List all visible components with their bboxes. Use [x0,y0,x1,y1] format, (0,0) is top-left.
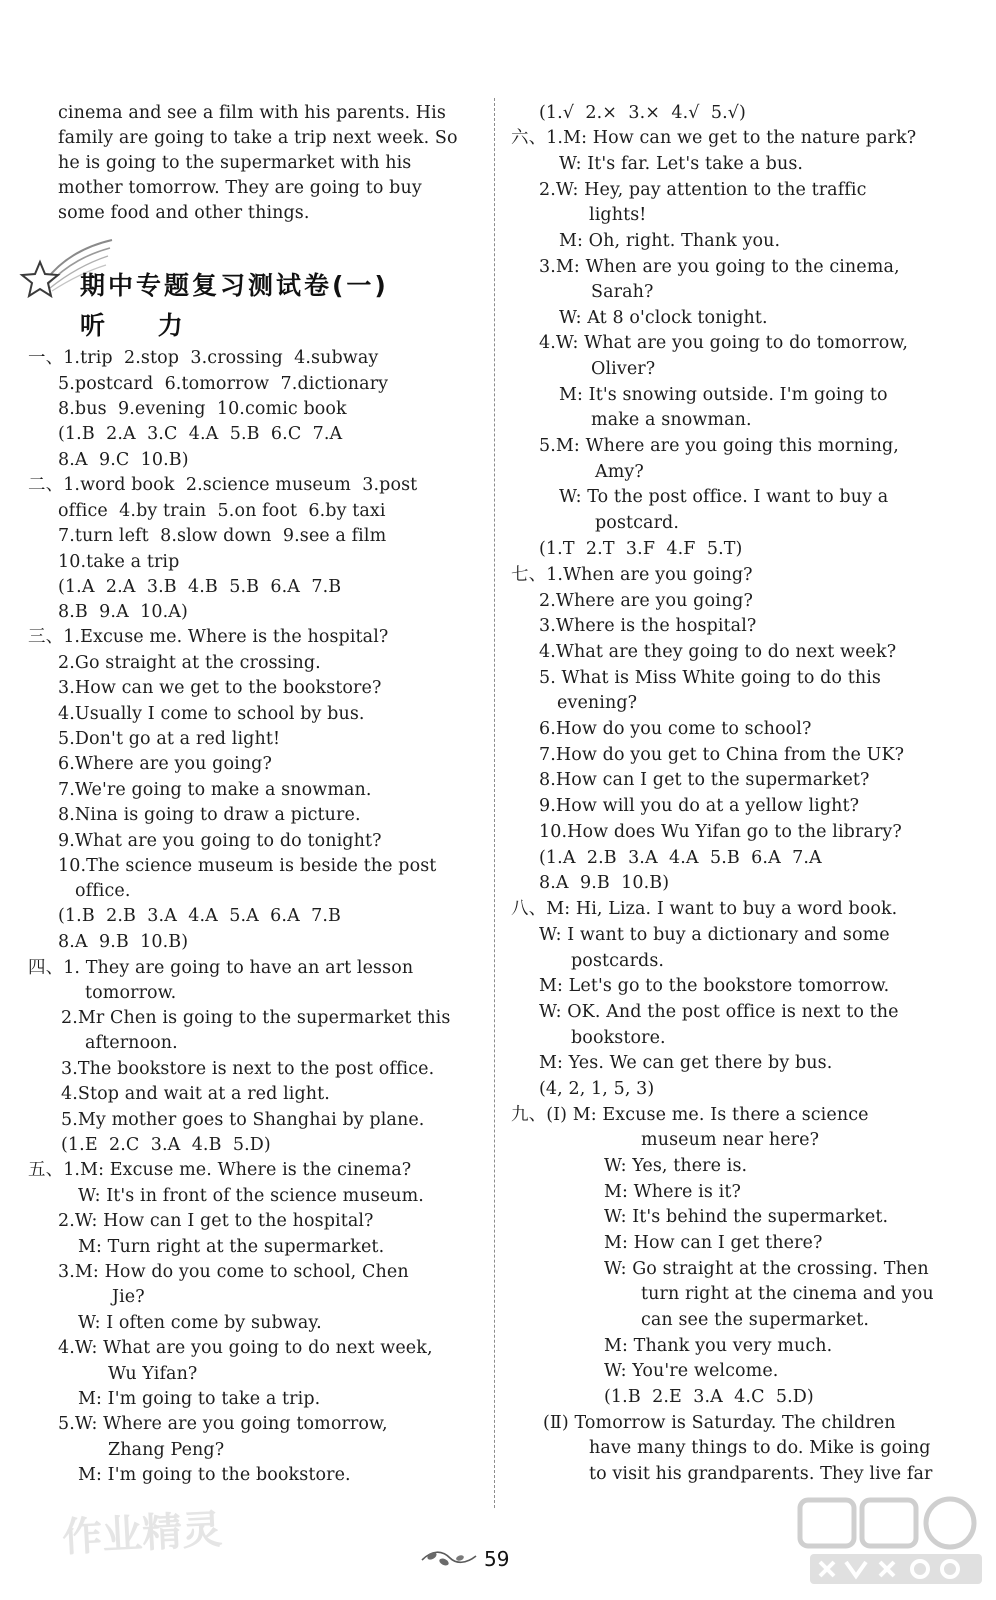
text-line: M: I'm going to the bookstore. [78,1465,351,1485]
text-line: have many things to do. Mike is going [589,1438,931,1458]
text-line: W: It's in front of the science museum. [78,1186,424,1206]
text-line: W: Go straight at the crossing. Then [604,1259,929,1279]
text-line: 6.How do you come to school? [539,719,812,739]
text-line: Oliver? [591,359,656,379]
text-line: postcard. [595,513,680,533]
text-line: 七、1.When are you going? [511,565,753,585]
text-line: W: At 8 o'clock tonight. [559,308,768,328]
text-line: to visit his grandparents. They live far [589,1464,933,1484]
page-number: 59 [484,1547,510,1571]
text-line: office 4.by train 5.on foot 6.by taxi [58,501,386,521]
text-line: 8.Nina is going to draw a picture. [58,805,361,825]
text-line: 2.W: Hey, pay attention to the traffic [539,180,867,200]
site-logo-stamp [790,1492,990,1592]
watermark-text: 作业精灵 [61,1506,224,1562]
text-line: W: I want to buy a dictionary and some [539,925,890,945]
text-line: (1.A 2.B 3.A 4.A 5.B 6.A 7.A [539,848,822,868]
text-line: 5. What is Miss White going to do this [539,668,882,688]
text-line: 6.Where are you going? [58,754,272,774]
text-line: M: Thank you very much. [604,1336,833,1356]
text-line: M: It's snowing outside. I'm going to [559,385,888,405]
text-line: 5.Don't go at a red light! [58,729,281,749]
text-line: W: Yes, there is. [604,1156,748,1176]
text-line: W: It's far. Let's take a bus. [559,154,804,174]
text-line: 2.W: How can I get to the hospital? [58,1211,374,1231]
text-line: 8.A 9.B 10.B) [58,932,189,952]
text-line: 2.Where are you going? [539,591,753,611]
text-line: 7.turn left 8.slow down 9.see a film [58,526,387,546]
text-line: 10.take a trip [58,552,180,572]
text-line: 八、M: Hi, Liza. I want to buy a word book. [511,899,898,919]
text-line: Jie? [112,1287,145,1307]
text-line: (1.E 2.C 3.A 4.B 5.D) [61,1135,271,1155]
text-line: 8.How can I get to the supermarket? [539,770,870,790]
text-line: some food and other things. [58,203,310,223]
text-line: office. [75,881,131,901]
text-line: he is going to the supermarket with his [58,153,412,173]
text-line: museum near here? [641,1130,820,1150]
text-line: postcards. [571,951,665,971]
text-line: bookstore. [571,1028,666,1048]
text-line: M: I'm going to take a trip. [78,1389,321,1409]
text-line: (1.√ 2.× 3.× 4.√ 5.√) [539,103,746,123]
text-line: can see the supermarket. [641,1310,870,1330]
text-line: Sarah? [591,282,654,302]
text-line: W: OK. And the post office is next to the [539,1002,899,1022]
text-line: M: Oh, right. Thank you. [559,231,781,251]
text-line: M: Where is it? [604,1182,741,1202]
text-line: W: To the post office. I want to buy a [559,487,889,507]
text-line: (Ⅱ) Tomorrow is Saturday. The children [543,1413,896,1433]
column-divider [494,98,496,1508]
text-line: 8.A 9.C 10.B) [58,450,189,470]
text-line: 8.A 9.B 10.B) [539,873,670,893]
text-line: 4.Stop and wait at a red light. [61,1084,330,1104]
text-line: M: How can I get there? [604,1233,823,1253]
text-line: 8.B 9.A 10.A) [58,602,188,622]
text-line: 5.M: Where are you going this morning, [539,436,899,456]
text-line: 9.What are you going to do tonight? [58,831,382,851]
text-line: evening? [557,693,638,713]
text-line: (1.B 2.E 3.A 4.C 5.D) [604,1387,814,1407]
text-line: 五、1.M: Excuse me. Where is the cinema? [28,1160,412,1180]
leaf-ornament-icon [420,1548,478,1568]
text-line: 4.What are they going to do next week? [539,642,897,662]
text-line: tomorrow. [85,983,177,1003]
text-line: family are going to take a trip next week. So [58,128,458,148]
text-line: 2.Go straight at the crossing. [58,653,321,673]
text-line: 3.How can we get to the bookstore? [58,678,382,698]
text-line: 3.The bookstore is next to the post office. [61,1059,435,1079]
text-line: 三、1.Excuse me. Where is the hospital? [28,627,389,647]
subsection-title: 听 力 [80,311,205,340]
text-line: make a snowman. [591,410,752,430]
text-line: 9.How will you do at a yellow light? [539,796,860,816]
text-line: (4, 2, 1, 5, 3) [539,1079,655,1099]
text-line: W: It's behind the supermarket. [604,1207,889,1227]
text-line: 六、1.M: How can we get to the nature park? [511,128,917,148]
text-line: 二、1.word book 2.science museum 3.post [28,475,418,495]
text-line: cinema and see a film with his parents. His [58,103,446,123]
text-line: 4.W: What are you going to do next week, [58,1338,433,1358]
text-line: 8.bus 9.evening 10.comic book [58,399,347,419]
text-line: lights! [589,205,647,225]
text-line: 一、1.trip 2.stop 3.crossing 4.subway [28,348,379,368]
text-line: 4.W: What are you going to do tomorrow, [539,333,909,353]
text-line: turn right at the cinema and you [641,1284,934,1304]
text-line: afternoon. [85,1033,178,1053]
text-line: 5.W: Where are you going tomorrow, [58,1414,388,1434]
text-line: 5.postcard 6.tomorrow 7.dictionary [58,374,389,394]
text-line: 10.The science museum is beside the post [58,856,437,876]
text-line: 3.M: How do you come to school, Chen [58,1262,409,1282]
text-line: 2.Mr Chen is going to the supermarket this [61,1008,451,1028]
text-line: 7.We're going to make a snowman. [58,780,372,800]
text-line: Zhang Peng? [108,1440,225,1460]
text-line: 3.M: When are you going to the cinema, [539,257,900,277]
text-line: (1.B 2.A 3.C 4.A 5.B 6.C 7.A [58,424,343,444]
text-line: 3.Where is the hospital? [539,616,757,636]
text-line: M: Turn right at the supermarket. [78,1237,385,1257]
text-line: M: Yes. We can get there by bus. [539,1053,833,1073]
text-line: 4.Usually I come to school by bus. [58,704,365,724]
text-line: 5.My mother goes to Shanghai by plane. [61,1110,425,1130]
section-title: 期中专题复习测试卷(一) [80,271,389,300]
text-line: mother tomorrow. They are going to buy [58,178,422,198]
text-line: 四、1. They are going to have an art lesson [28,958,414,978]
text-line: (1.B 2.B 3.A 4.A 5.A 6.A 7.B [58,906,341,926]
text-line: W: I often come by subway. [78,1313,322,1333]
text-line: 10.How does Wu Yifan go to the library? [539,822,902,842]
text-line: Amy? [595,462,644,482]
text-line: W: You're welcome. [604,1361,779,1381]
text-line: 7.How do you get to China from the UK? [539,745,905,765]
text-line: (1.T 2.T 3.F 4.F 5.T) [539,539,743,559]
text-line: (1.A 2.A 3.B 4.B 5.B 6.A 7.B [58,577,342,597]
text-line: 九、(Ⅰ) M: Excuse me. Is there a science [511,1105,869,1125]
text-line: Wu Yifan? [108,1364,198,1384]
text-line: M: Let's go to the bookstore tomorrow. [539,976,890,996]
